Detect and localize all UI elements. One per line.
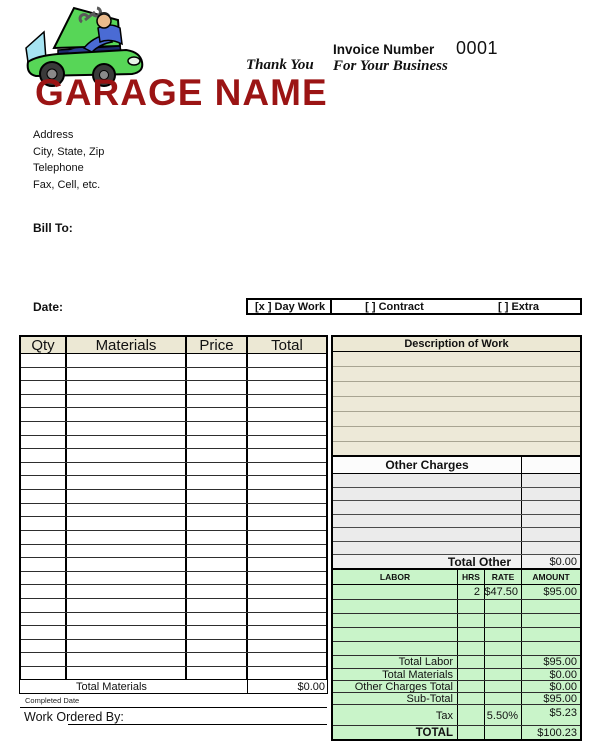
total-cell[interactable]: [248, 640, 326, 653]
labor-entry-description-cell[interactable]: [333, 585, 458, 599]
total-labor-amount[interactable]: $95.00: [543, 656, 577, 668]
materials-table: [19, 335, 328, 683]
qty-cell[interactable]: [21, 558, 67, 571]
total-materials-label: Total Materials: [20, 680, 248, 693]
total-cell[interactable]: [248, 408, 326, 421]
price-column-header: Price: [187, 337, 248, 353]
total-cell[interactable]: [248, 449, 326, 462]
price-cell[interactable]: [187, 599, 248, 612]
total-labor-label: Total Labor: [333, 656, 458, 668]
materials-empty-row: [21, 436, 326, 450]
sub-total-hrs-cell[interactable]: [458, 693, 485, 704]
completed-date-line[interactable]: [20, 707, 327, 708]
labor-amount-cell[interactable]: [522, 614, 580, 627]
total-other-value[interactable]: $0.00: [549, 555, 577, 568]
labor-rate-cell[interactable]: [485, 614, 522, 627]
sub-total-amount[interactable]: $95.00: [543, 692, 577, 705]
for-your-business-text: For Your Business: [333, 58, 448, 74]
total-column-header: Total: [271, 336, 303, 354]
qty-cell[interactable]: [21, 640, 67, 653]
materials-cell[interactable]: [67, 449, 187, 462]
other-charges-total-rate-cell[interactable]: [485, 681, 522, 692]
materials-empty-row: [21, 354, 326, 368]
materials-cell[interactable]: [67, 463, 187, 476]
labor-entry-rate[interactable]: $47.50: [485, 585, 522, 599]
price-cell[interactable]: [187, 476, 248, 489]
labor-column-header: LABOR: [333, 570, 458, 584]
qty-cell[interactable]: [21, 490, 67, 503]
materials-cell[interactable]: [67, 381, 187, 394]
other-charge-amount-cell[interactable]: [522, 515, 580, 528]
price-cell[interactable]: [187, 395, 248, 408]
total-cell[interactable]: [248, 585, 326, 598]
other-charges-amount-header-cell[interactable]: [522, 457, 580, 473]
total-other-row: [333, 555, 580, 570]
grand-total-hrs-cell[interactable]: [458, 726, 485, 739]
checkbox-contract[interactable]: [ ] Contract: [365, 300, 424, 313]
total-cell[interactable]: [248, 395, 326, 408]
other-charges-row: [333, 515, 580, 529]
total-labor-rate-cell[interactable]: [485, 656, 522, 668]
labor-entry-amount[interactable]: $95.00: [543, 586, 577, 598]
price-cell[interactable]: [187, 381, 248, 394]
total-materials-amount[interactable]: $0.00: [549, 668, 577, 681]
other-charges-title: Other Charges: [333, 457, 522, 473]
labor-empty-row: [333, 628, 580, 642]
qty-cell[interactable]: [21, 395, 67, 408]
description-of-work-cell[interactable]: [333, 352, 580, 367]
total-materials-row: [19, 679, 328, 694]
price-cell[interactable]: [187, 368, 248, 381]
materials-cell[interactable]: [67, 653, 187, 666]
qty-cell[interactable]: [21, 572, 67, 585]
other-charge-description-cell[interactable]: [333, 474, 522, 487]
other-charge-amount-cell[interactable]: [522, 474, 580, 487]
address-line[interactable]: Address: [33, 129, 74, 141]
qty-cell[interactable]: [21, 517, 67, 530]
thank-you-text: Thank You: [246, 57, 314, 73]
qty-cell[interactable]: [21, 599, 67, 612]
price-cell[interactable]: [187, 463, 248, 476]
tax-label: Tax: [333, 705, 458, 725]
qty-column-header: Qty: [21, 337, 67, 353]
labor-description-cell[interactable]: [333, 628, 458, 641]
price-cell[interactable]: [187, 531, 248, 544]
qty-cell[interactable]: [21, 408, 67, 421]
materials-empty-row: [21, 517, 326, 531]
other-charges-total-row: [333, 681, 580, 693]
labor-rate-cell[interactable]: [485, 600, 522, 613]
qty-cell[interactable]: [21, 354, 67, 367]
qty-cell[interactable]: [21, 381, 67, 394]
other-charges-row: [333, 528, 580, 542]
total-materials-hrs-cell[interactable]: [458, 669, 485, 680]
qty-cell[interactable]: [21, 422, 67, 435]
checkbox-extra[interactable]: [ ] Extra: [498, 300, 539, 313]
labor-amount-cell[interactable]: [522, 600, 580, 613]
price-cell[interactable]: [187, 422, 248, 435]
other-charge-amount-cell[interactable]: [522, 542, 580, 555]
other-charge-description-cell[interactable]: [333, 501, 522, 514]
tax-hrs-cell[interactable]: [458, 705, 485, 725]
address-line[interactable]: Fax, Cell, etc.: [33, 178, 101, 191]
labor-hrs-cell[interactable]: [458, 614, 485, 627]
total-cell[interactable]: [248, 545, 326, 558]
description-of-work-cell[interactable]: [333, 427, 580, 442]
sub-total-label: Sub-Total: [333, 693, 458, 704]
other-charge-amount-cell[interactable]: [522, 528, 580, 541]
qty-cell[interactable]: [21, 436, 67, 449]
materials-cell[interactable]: [67, 531, 187, 544]
total-materials-right-row: [333, 669, 580, 681]
qty-cell[interactable]: [21, 463, 67, 476]
materials-cell[interactable]: [67, 354, 187, 367]
address-line[interactable]: Telephone: [33, 162, 84, 174]
total-materials-right-label: Total Materials: [333, 669, 458, 680]
other-charges-total-label: Other Charges Total: [333, 681, 458, 692]
materials-empty-row: [21, 504, 326, 518]
total-labor-row: [333, 656, 580, 669]
labor-table-header: [333, 570, 580, 585]
qty-cell[interactable]: [21, 613, 67, 626]
completed-date-label: Completed Date: [25, 696, 80, 705]
total-cell[interactable]: [248, 354, 326, 367]
labor-entry-row: [333, 585, 580, 600]
materials-empty-row: [21, 422, 326, 436]
amount-column-header: AMOUNT: [532, 572, 570, 582]
grand-total-rate-cell[interactable]: [485, 726, 522, 739]
materials-empty-row: [21, 381, 326, 395]
price-cell[interactable]: [187, 558, 248, 571]
address-line[interactable]: City, State, Zip: [33, 145, 105, 158]
materials-cell[interactable]: [67, 545, 187, 558]
invoice-number-value[interactable]: 0001: [456, 38, 499, 58]
labor-rate-cell[interactable]: [485, 628, 522, 641]
other-charges-row: [333, 501, 580, 515]
qty-cell[interactable]: [21, 449, 67, 462]
qty-cell[interactable]: [21, 531, 67, 544]
materials-cell[interactable]: [67, 613, 187, 626]
materials-empty-row: [21, 653, 326, 667]
grand-total-label: TOTAL: [333, 726, 458, 739]
work-ordered-by-line[interactable]: [68, 724, 327, 725]
materials-empty-row: [21, 599, 326, 613]
total-cell[interactable]: [248, 381, 326, 394]
total-labor-hrs-cell[interactable]: [458, 656, 485, 668]
total-cell[interactable]: [248, 463, 326, 476]
other-charge-amount-cell[interactable]: [522, 488, 580, 501]
price-cell[interactable]: [187, 640, 248, 653]
labor-description-cell[interactable]: [333, 642, 458, 655]
total-cell[interactable]: [248, 436, 326, 449]
price-cell[interactable]: [187, 653, 248, 666]
materials-cell[interactable]: [67, 395, 187, 408]
bill-to-label: Bill To:: [33, 221, 73, 235]
price-cell[interactable]: [187, 408, 248, 421]
materials-cell[interactable]: [67, 368, 187, 381]
materials-column-header: Materials: [67, 337, 187, 353]
qty-cell[interactable]: [21, 653, 67, 666]
labor-hrs-cell[interactable]: [458, 600, 485, 613]
date-label: Date:: [33, 300, 64, 314]
total-cell[interactable]: [248, 517, 326, 530]
materials-cell[interactable]: [67, 422, 187, 435]
grand-total-row: [333, 726, 580, 739]
materials-empty-row: [21, 545, 326, 559]
total-cell[interactable]: [248, 599, 326, 612]
materials-empty-row: [21, 626, 326, 640]
materials-empty-row: [21, 490, 326, 504]
address-block: [33, 127, 104, 193]
tax-amount[interactable]: $5.23: [549, 707, 577, 719]
description-of-work-header: Description of Work: [333, 337, 580, 352]
total-cell[interactable]: [248, 368, 326, 381]
qty-cell[interactable]: [21, 585, 67, 598]
total-cell[interactable]: [248, 531, 326, 544]
other-charge-description-cell[interactable]: [333, 488, 522, 501]
materials-cell[interactable]: [67, 585, 187, 598]
work-ordered-by-label: Work Ordered By:: [24, 710, 124, 724]
materials-cell[interactable]: [67, 408, 187, 421]
qty-cell[interactable]: [21, 626, 67, 639]
labor-empty-row: [333, 600, 580, 614]
total-cell[interactable]: [248, 422, 326, 435]
price-cell[interactable]: [187, 545, 248, 558]
description-of-work-cell[interactable]: [333, 397, 580, 412]
work-description-table: [331, 335, 582, 741]
other-charge-description-cell[interactable]: [333, 542, 522, 555]
materials-cell[interactable]: [67, 599, 187, 612]
qty-cell[interactable]: [21, 504, 67, 517]
total-cell[interactable]: [248, 504, 326, 517]
hrs-column-header: HRS: [458, 570, 485, 584]
materials-cell[interactable]: [67, 517, 187, 530]
total-cell[interactable]: [248, 476, 326, 489]
other-charge-description-cell[interactable]: [333, 528, 522, 541]
price-cell[interactable]: [187, 572, 248, 585]
price-cell[interactable]: [187, 626, 248, 639]
labor-empty-row: [333, 614, 580, 628]
labor-empty-row: [333, 642, 580, 656]
other-charges-total-amount[interactable]: $0.00: [549, 680, 577, 693]
rate-column-header: RATE: [485, 570, 522, 584]
qty-cell[interactable]: [21, 476, 67, 489]
other-charges-row: [333, 474, 580, 488]
invoice-number-label: Invoice Number: [333, 42, 435, 57]
other-charge-description-cell[interactable]: [333, 515, 522, 528]
materials-empty-row: [21, 572, 326, 586]
total-materials-rate-cell[interactable]: [485, 669, 522, 680]
other-charges-row: [333, 488, 580, 502]
price-cell[interactable]: [187, 449, 248, 462]
qty-cell[interactable]: [21, 368, 67, 381]
materials-cell[interactable]: [67, 504, 187, 517]
description-of-work-cell[interactable]: [333, 367, 580, 382]
checkbox-day-work[interactable]: [x ] Day Work: [248, 300, 332, 313]
description-of-work-cell[interactable]: [333, 442, 580, 457]
labor-entry-hrs[interactable]: 2: [458, 585, 485, 599]
labor-amount-cell[interactable]: [522, 628, 580, 641]
sub-total-row: [333, 693, 580, 705]
materials-empty-row: [21, 463, 326, 477]
price-cell[interactable]: [187, 436, 248, 449]
materials-empty-row: [21, 558, 326, 572]
other-charges-header: [333, 457, 580, 474]
materials-empty-row: [21, 476, 326, 490]
materials-table-header: [21, 337, 326, 354]
total-cell[interactable]: [248, 613, 326, 626]
materials-empty-row: [21, 449, 326, 463]
labor-description-cell[interactable]: [333, 614, 458, 627]
total-cell[interactable]: [248, 626, 326, 639]
price-cell[interactable]: [187, 517, 248, 530]
price-cell[interactable]: [187, 613, 248, 626]
price-cell[interactable]: [187, 504, 248, 517]
materials-cell[interactable]: [67, 490, 187, 503]
qty-cell[interactable]: [21, 545, 67, 558]
total-cell[interactable]: [248, 558, 326, 571]
materials-empty-row: [21, 395, 326, 409]
other-charges-row: [333, 542, 580, 556]
materials-cell[interactable]: [67, 626, 187, 639]
materials-cell[interactable]: [67, 572, 187, 585]
price-cell[interactable]: [187, 490, 248, 503]
price-cell[interactable]: [187, 585, 248, 598]
materials-cell[interactable]: [67, 436, 187, 449]
materials-empty-row: [21, 613, 326, 627]
labor-hrs-cell[interactable]: [458, 628, 485, 641]
price-cell[interactable]: [187, 354, 248, 367]
grand-total-amount[interactable]: $100.23: [537, 726, 577, 739]
materials-empty-row: [21, 585, 326, 599]
description-of-work-cell[interactable]: [333, 382, 580, 397]
total-cell[interactable]: [248, 490, 326, 503]
tax-rate-value[interactable]: 5.50%: [485, 705, 522, 725]
materials-empty-row: [21, 640, 326, 654]
sub-total-rate-cell[interactable]: [485, 693, 522, 704]
materials-cell[interactable]: [67, 558, 187, 571]
materials-cell[interactable]: [67, 640, 187, 653]
labor-hrs-cell[interactable]: [458, 642, 485, 655]
description-of-work-cell[interactable]: [333, 412, 580, 427]
materials-cell[interactable]: [67, 476, 187, 489]
labor-amount-cell[interactable]: [522, 642, 580, 655]
total-cell[interactable]: [248, 653, 326, 666]
materials-empty-row: [21, 408, 326, 422]
materials-empty-row: [21, 368, 326, 382]
total-cell[interactable]: [248, 572, 326, 585]
work-type-bar: [246, 298, 582, 315]
tax-row: [333, 705, 580, 726]
total-other-label: Total Other: [333, 555, 522, 568]
other-charge-amount-cell[interactable]: [522, 501, 580, 514]
total-materials-value[interactable]: $0.00: [297, 680, 325, 693]
labor-description-cell[interactable]: [333, 600, 458, 613]
garage-name-title: GARAGE NAME: [35, 72, 328, 113]
other-charges-total-hrs-cell[interactable]: [458, 681, 485, 692]
labor-rate-cell[interactable]: [485, 642, 522, 655]
materials-empty-row: [21, 531, 326, 545]
